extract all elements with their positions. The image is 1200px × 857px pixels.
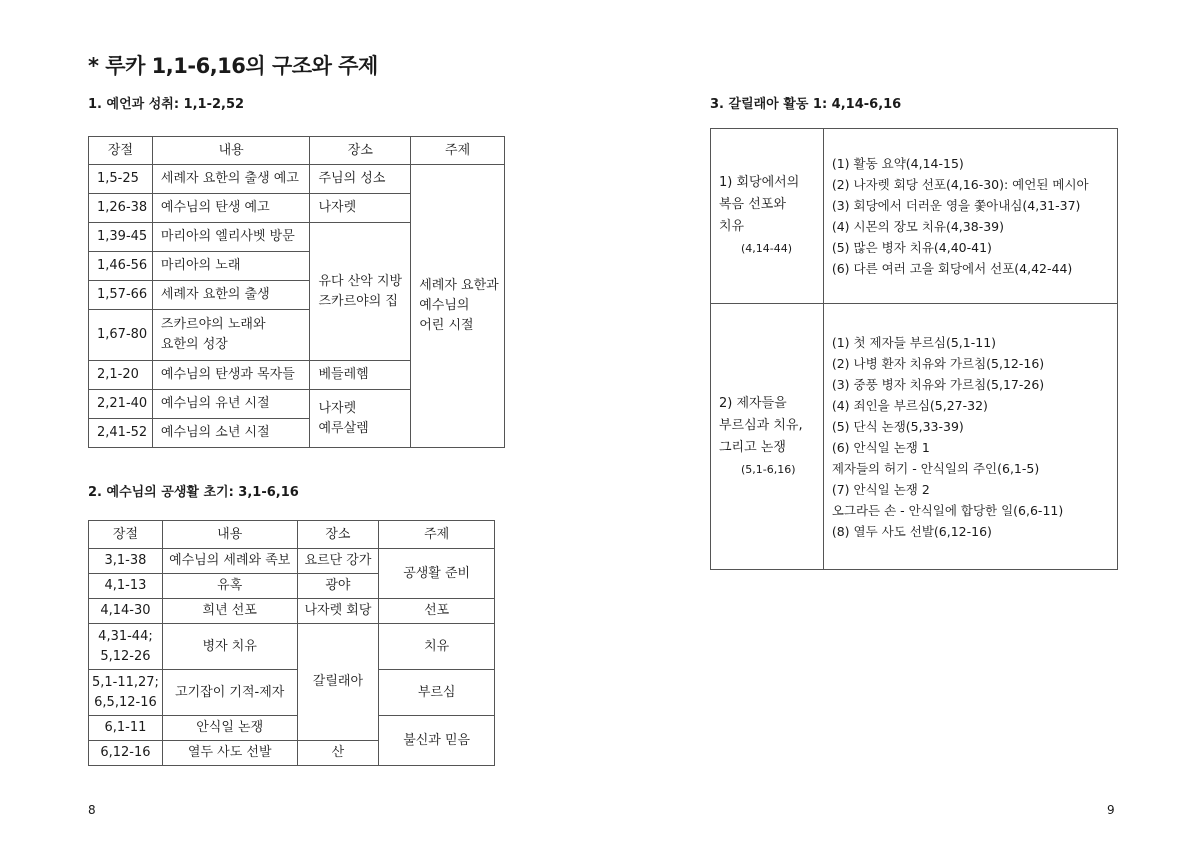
table-row xyxy=(711,304,1118,570)
content-cell: 예수님의 세례와 족보 xyxy=(162,549,297,574)
content-cell: 안식일 논쟁 xyxy=(162,716,297,741)
list-item: (3) 중풍 병자 치유와 가르침(5,17-26) xyxy=(831,376,1045,392)
ref-cell: 1,57-66 xyxy=(89,281,153,310)
ref-cell: 1,39-45 xyxy=(89,223,153,252)
page-number-left: 8 xyxy=(88,803,96,817)
ref-cell: 2,41-52 xyxy=(89,419,153,448)
place-cell: 주님의 성소 xyxy=(310,165,411,194)
place-cell: 나자렛 예루살렘 xyxy=(310,390,411,448)
col-header-ref: 장절 xyxy=(89,521,163,549)
list-item: (1) 활동 요약(4,14-15) xyxy=(831,156,964,171)
ref-cell: 3,1-38 xyxy=(89,549,163,574)
block-label: 2) 제자들을 부르심과 치유, 그리고 논쟁 xyxy=(719,395,803,455)
table-row xyxy=(89,599,495,624)
theme-cell: 공생활 준비 xyxy=(379,549,495,599)
ref-cell: 5,1-11,27; 6,5,12-16 xyxy=(89,670,163,716)
list-item: (1) 첫 제자들 부르심(5,1-11) xyxy=(831,334,997,350)
ref-cell: 4,1-13 xyxy=(89,574,163,599)
col-header-theme: 주제 xyxy=(379,521,495,549)
ref-cell: 2,21-40 xyxy=(89,390,153,419)
table-header-row xyxy=(89,137,505,165)
list-item: (6) 안식일 논쟁 1 제자들의 허기 - 안식일의 주인(6,1-5) xyxy=(831,439,1040,476)
theme-cell: 불신과 믿음 xyxy=(379,716,495,766)
table-row xyxy=(89,549,495,574)
content-cell: 예수님의 탄생과 목자들 xyxy=(152,361,310,390)
table-row xyxy=(89,165,505,194)
ref-cell: 4,14-30 xyxy=(89,599,163,624)
content-cell: 마리아의 노래 xyxy=(152,252,310,281)
content-cell: 세례자 요한의 출생 예고 xyxy=(152,165,310,194)
content-cell: 즈카르야의 노래와 요한의 성장 xyxy=(152,310,310,361)
theme-cell: 치유 xyxy=(379,624,495,670)
content-cell: 예수님의 유년 시절 xyxy=(152,390,310,419)
list-item: (6) 다른 여러 고을 회당에서 선포(4,42-44) xyxy=(831,261,1073,276)
list-item: (4) 죄인을 부르심(5,27-32) xyxy=(831,397,988,413)
list-item: (2) 나자렛 회당 선포(4,16-30): 예언된 메시아 xyxy=(831,177,1089,192)
table-row xyxy=(89,624,495,670)
block-label: 1) 회당에서의 복음 선포와 치유 xyxy=(719,175,800,234)
table-galilee-ministry xyxy=(710,128,1118,570)
list-item: (7) 안식일 논쟁 2 오그라든 손 - 안식일에 합당한 일(6,6-11) xyxy=(831,481,1064,518)
page-title: * 루카 1,1-6,16의 구조와 주제 xyxy=(88,54,378,78)
block-range: (4,14-44) xyxy=(741,242,793,255)
list-item: (4) 시몬의 장모 치유(4,38-39) xyxy=(831,219,1004,234)
col-header-content: 내용 xyxy=(162,521,297,549)
place-cell: 광야 xyxy=(297,574,379,599)
ref-cell: 6,1-11 xyxy=(89,716,163,741)
place-cell: 나자렛 xyxy=(310,194,411,223)
theme-cell: 선포 xyxy=(379,599,495,624)
theme-cell: 부르심 xyxy=(379,670,495,716)
list-item: (5) 단식 논쟁(5,33-39) xyxy=(831,418,964,434)
col-header-content: 내용 xyxy=(152,137,310,165)
block-items-cell xyxy=(823,304,1117,570)
content-cell: 예수님의 탄생 예고 xyxy=(152,194,310,223)
content-cell: 유혹 xyxy=(162,574,297,599)
content-cell: 세례자 요한의 출생 xyxy=(152,281,310,310)
place-cell: 요르단 강가 xyxy=(297,549,379,574)
table-row xyxy=(711,129,1118,304)
table-early-ministry xyxy=(88,520,495,766)
block-range: (5,1-6,16) xyxy=(741,462,796,476)
place-cell: 산 xyxy=(297,741,379,766)
ref-cell: 2,1-20 xyxy=(89,361,153,390)
content-cell: 희년 선포 xyxy=(162,599,297,624)
content-cell: 병자 치유 xyxy=(162,624,297,670)
content-cell: 예수님의 소년 시절 xyxy=(152,419,310,448)
ref-cell: 6,12-16 xyxy=(89,741,163,766)
page-number-right: 9 xyxy=(1107,803,1115,817)
ref-cell: 4,31-44; 5,12-26 xyxy=(89,624,163,670)
content-cell: 마리아의 엘리사벳 방문 xyxy=(152,223,310,252)
col-header-place: 장소 xyxy=(297,521,379,549)
list-item: (8) 열두 사도 선발(6,12-16) xyxy=(831,523,992,539)
col-header-ref: 장절 xyxy=(89,137,153,165)
table-header-row xyxy=(89,521,495,549)
list-item: (2) 나병 환자 치유와 가르침(5,12-16) xyxy=(831,355,1045,371)
ref-cell: 1,46-56 xyxy=(89,252,153,281)
block-items-cell xyxy=(823,129,1117,304)
content-cell: 고기잡이 기적-제자 xyxy=(162,670,297,716)
place-cell: 베들레헴 xyxy=(310,361,411,390)
section-3-heading: 3. 갈릴래아 활동 1: 4,14-6,16 xyxy=(710,97,902,112)
table-prophecy-fulfillment xyxy=(88,136,505,448)
section-1-heading: 1. 예언과 성취: 1,1-2,52 xyxy=(88,97,245,112)
place-cell: 유다 산악 지방 즈카르야의 집 xyxy=(310,223,411,361)
block-label-cell xyxy=(711,304,824,570)
col-header-place: 장소 xyxy=(310,137,411,165)
ref-cell: 1,26-38 xyxy=(89,194,153,223)
col-header-theme: 주제 xyxy=(411,137,505,165)
list-item: (3) 회당에서 더러운 영을 쫓아내심(4,31-37) xyxy=(831,198,1081,213)
table-row xyxy=(89,716,495,741)
ref-cell: 1,5-25 xyxy=(89,165,153,194)
ref-cell: 1,67-80 xyxy=(89,310,153,361)
list-item: (5) 많은 병자 치유(4,40-41) xyxy=(831,240,992,255)
table-row xyxy=(89,670,495,716)
place-cell: 갈릴래아 xyxy=(297,624,379,741)
theme-cell: 세례자 요한과 예수님의 어린 시절 xyxy=(411,165,505,448)
block-label-cell xyxy=(711,129,824,304)
section-2-heading: 2. 예수님의 공생활 초기: 3,1-6,16 xyxy=(88,485,299,500)
content-cell: 열두 사도 선발 xyxy=(162,741,297,766)
place-cell: 나자렛 회당 xyxy=(297,599,379,624)
